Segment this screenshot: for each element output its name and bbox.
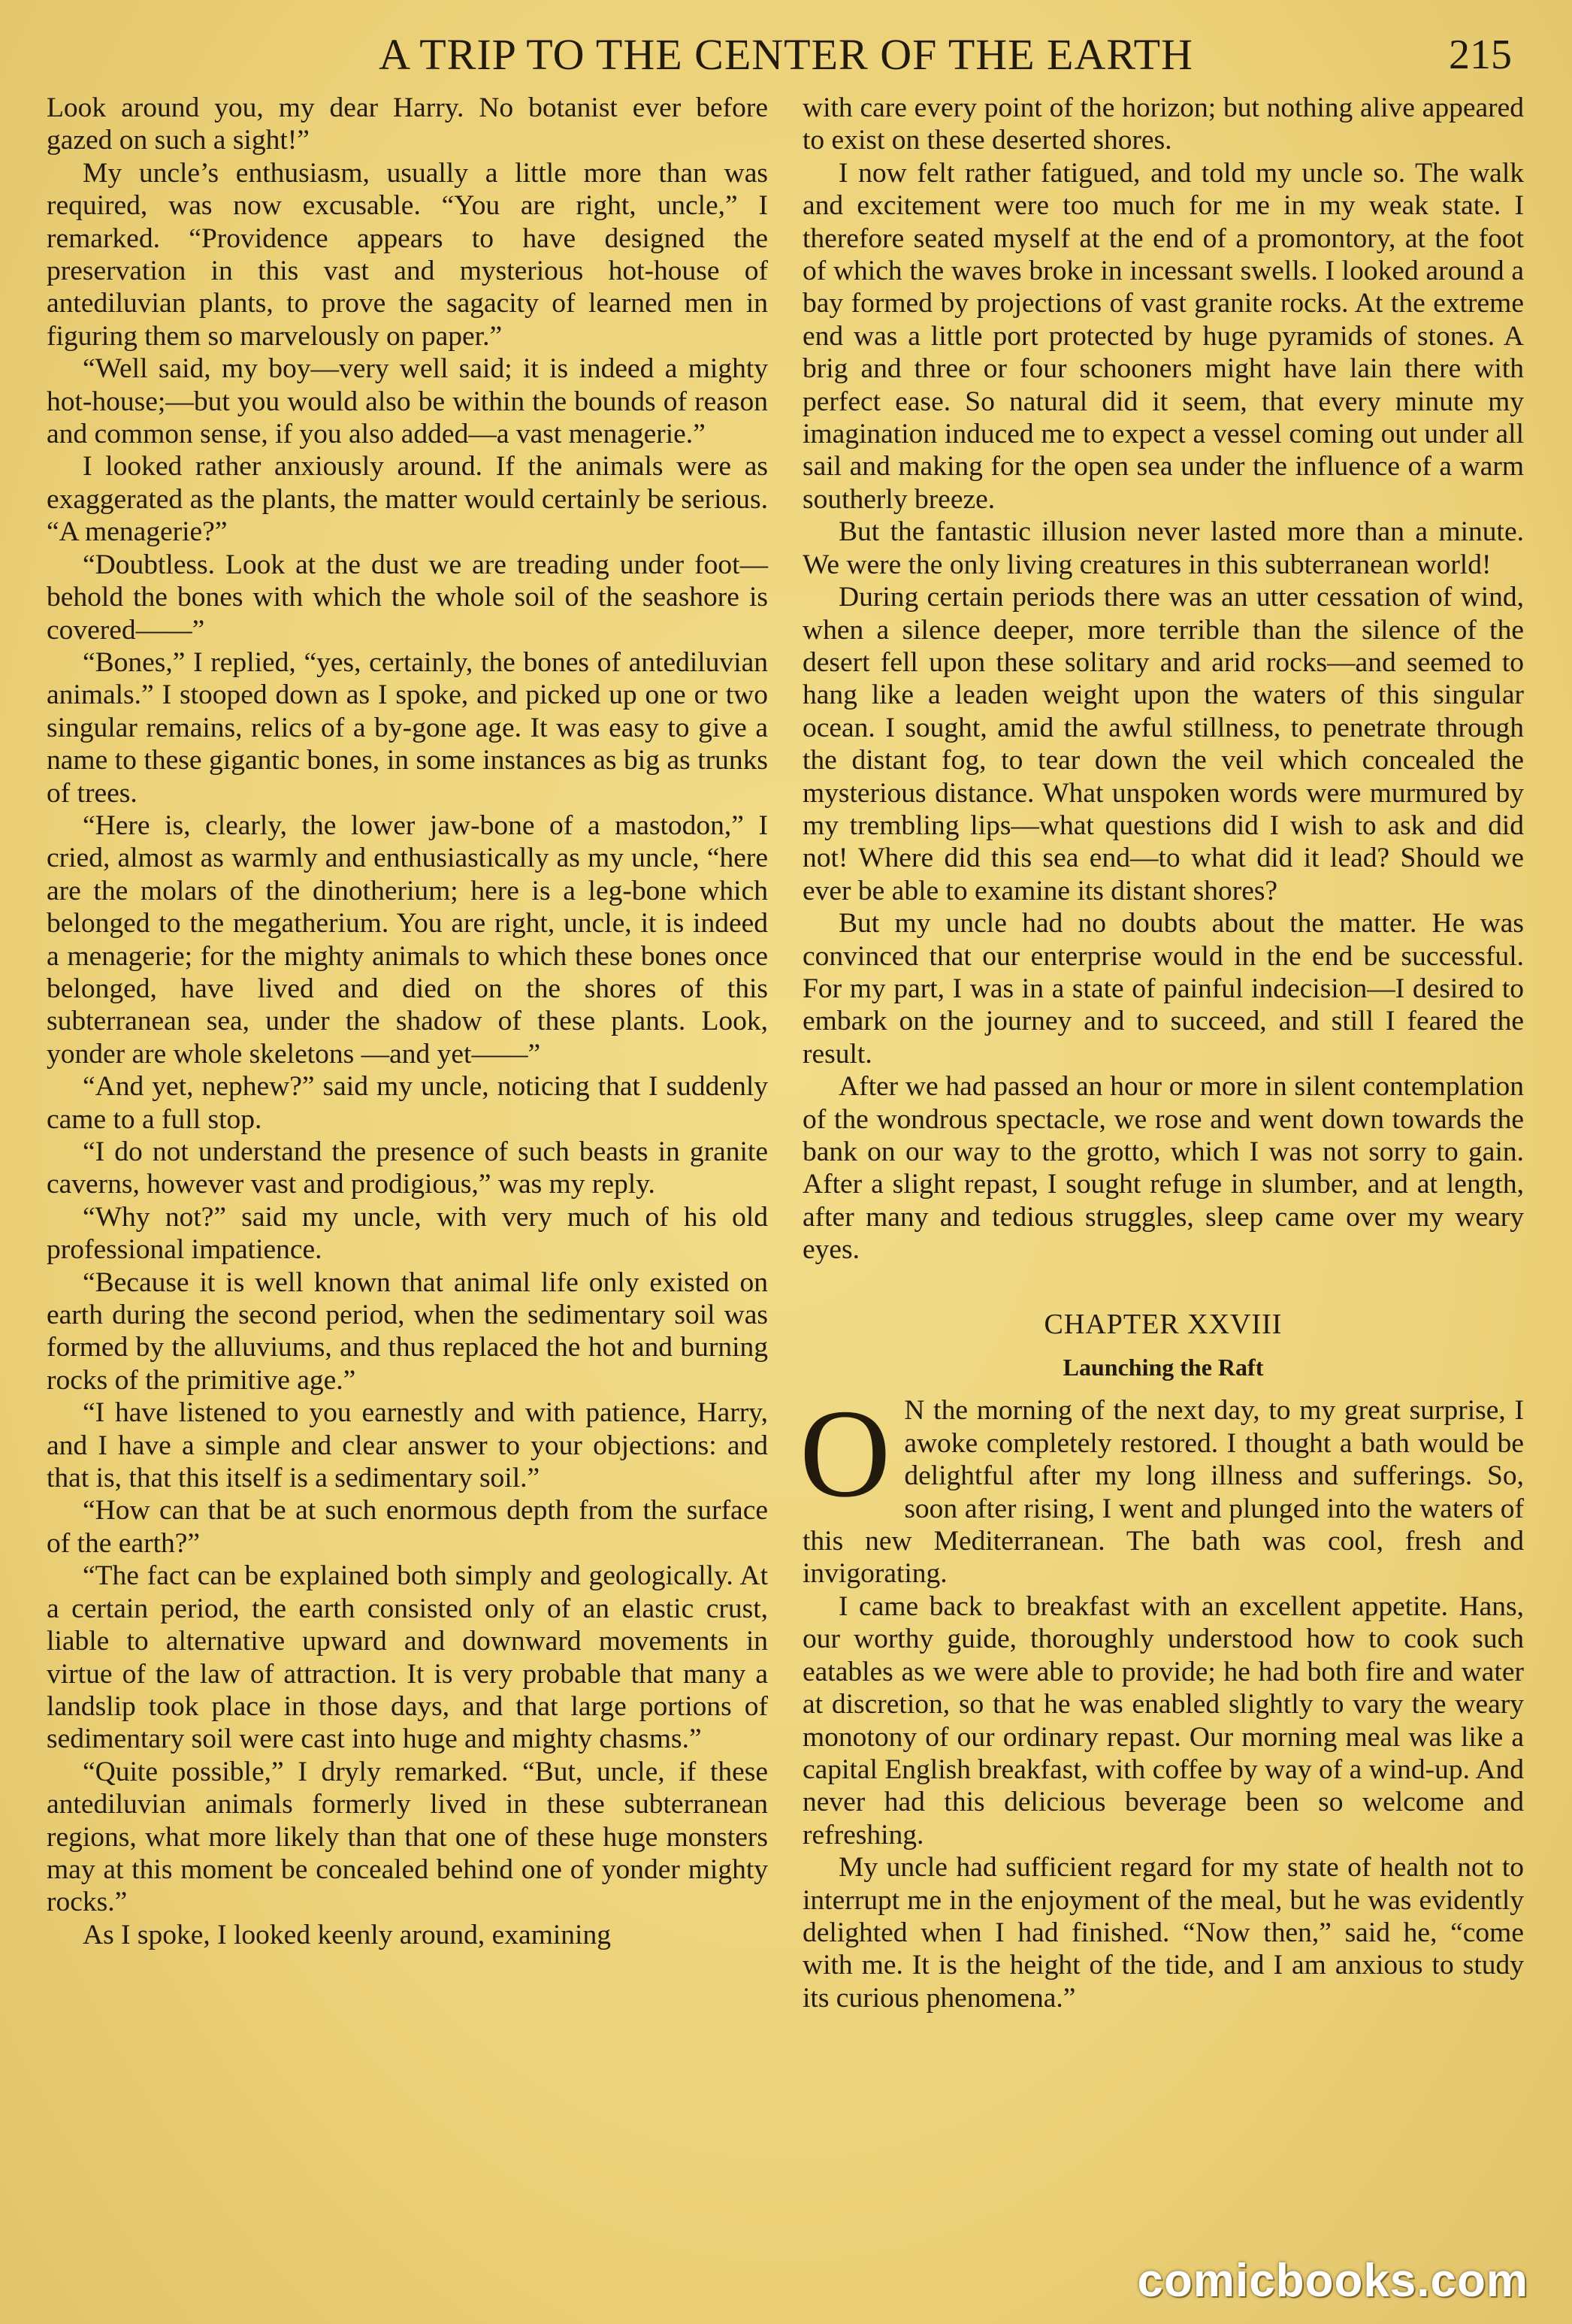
paragraph: During certain periods there was an utter cessation of wind, when a silence deeper, more terrible than the silence of the desert fell upon these solitary and arid rocks—and seemed to hang like a leaden weight upon the waters of this singular ocean. I sought, amid the awful stillness, to penetrate through the distant fog, to tear down the veil which concealed the mysterious distance. What unspoken words were murmured by my trembling lips—what questions did I wish to ask and did not! Where did this sea end—to what did it lead? Should we ever be able to examine its distant shores? (803, 582, 1524, 906)
paragraph: But my uncle had no doubts about the matter. He was convinced that our enterprise would in the end be successful. For my part, I was in a state of painful indecision—I desired to embark on the journey and to succeed, and still I feared the result. (803, 908, 1524, 1070)
paragraph: I now felt rather fatigued, and told my uncle so. The walk and excitement were too much for me in my weak state. I therefore seated myself at the end of a promontory, at the foot of which the waves broke in incessant swells. I looked around a bay formed by projections of vast granite rocks. At the extreme end was a little port protected by huge pyramids of stones. A brig and three or four schooners might have lain there with perfect ease. So natural did it seem, that every minute my imagination induced me to expect a vessel coming out under all sail and making for the open sea under the influence of a warm southerly breeze. (803, 157, 1524, 515)
paragraph: My uncle had sufficient regard for my state of health not to interrupt me in the enjoyment of the meal, but he was evidently delighted when I had finished. “Now then,” said he, “come with me. It is the height of the tide, and I am anxious to study its curious phenomena.” (803, 1852, 1524, 2014)
chapter-opening-paragraph (800, 1384, 1524, 1590)
paragraph: After we had passed an hour or more in silent contemplation of the wondrous spectacle, we rose and went down towards the bank on our way to the grotto, which I was not sorry to gain. After a slight repast, I sought refuge in slumber, and at length, after many and tedious struggles, sleep came over my weary eyes. (803, 1071, 1524, 1266)
running-title: A TRIP TO THE CENTER OF THE EARTH (379, 30, 1193, 79)
watermark: comicbooks.com (1137, 2255, 1528, 2307)
page-number: 215 (1449, 32, 1512, 78)
paragraph: But the fantastic illusion never lasted more than a minute. We were the only living creatures in this subterranean world! (803, 516, 1524, 580)
paragraph: “Doubtless. Look at the dust we are treading under foot—behold the bones with which the whole soil of the seashore is covered——” (47, 549, 768, 646)
paragraph: “How can that be at such enormous depth from the surface of the earth?” (47, 1495, 768, 1559)
page-header (45, 29, 1527, 81)
drop-cap: O (800, 1384, 891, 1524)
paragraph: I looked rather anxiously around. If the animals were as exaggerated as the plants, the matter would certainly be serious. “A menagerie?” (47, 451, 768, 548)
paragraph: “I have listened to you earnestly and with patience, Harry, and I have a simple and clear answer to your objections: and that is, that this itself is a sedimentary soil.” (47, 1397, 768, 1494)
paragraph: “The fact can be explained both simply and geologically. At a certain period, the earth consisted only of an elastic crust, liable to alternative upward and downward movements in virtue of the law of attraction. It is very probable that many a landslip took place in those days, and that large portions of sedimentary soil were cast into huge and mighty chasms.” (47, 1560, 768, 1755)
chapter-subtitle: Launching the Raft (1063, 1354, 1264, 1381)
paragraph: “Bones,” I replied, “yes, certainly, the bones of antediluvian animals.” I stooped down as I spoke, and picked up one or two singular remains, relics of a by-gone age. It was easy to give a name to these gigantic bones, in some instances as big as trunks of trees. (47, 646, 768, 809)
paragraph-text: N the morning of the next day, to my great surprise, I awoke completely restored. I thought a bath would be delightful after my long illness and sufferings. So, soon after rising, I went and plunged into the waters of this new Mediterranean. The bath was cool, fresh and invigorating. (803, 1395, 1524, 1590)
paragraph: Look around you, my dear Harry. No botanist ever before gazed on such a sight!” (47, 92, 768, 156)
paragraph: “Well said, my boy—very well said; it is indeed a mighty hot-house;—but you would also be within the bounds of reason and common sense, if you also added—a vast menagerie.” (47, 353, 768, 450)
paragraph: with care every point of the horizon; but nothing alive appeared to exist on these deserted shores. (803, 92, 1524, 156)
chapter-heading: CHAPTER XXVIII (1044, 1308, 1283, 1340)
paragraph: As I spoke, I looked keenly around, examining (83, 1919, 611, 1950)
paragraph: I came back to breakfast with an excellent appetite. Hans, our worthy guide, thoroughly understood how to cook such eatables as we were able to provide; he had both fire and water at discretion, so that he was enabled slightly to vary the weary monotony of our ordinary repast. Our morning meal was like a capital English breakfast, with coffee by way of a wind-up. And never had this delicious beverage been so welcome and refreshing. (803, 1590, 1524, 1850)
right-column (800, 92, 1524, 2014)
paragraph: My uncle’s enthusiasm, usually a little more than was required, was now excusable. “You are right, uncle,” I remarked. “Providence appears to have designed the preservation in this vast and mysterious hot-house of antediluvian plants, to prove the sagacity of learned men in figuring them so marvelously on paper.” (47, 157, 768, 352)
paragraph: “Here is, clearly, the lower jaw-bone of a mastodon,” I cried, almost as warmly and enthusiastically as my uncle, “here are the molars of the dinotherium; here is a leg-bone which belonged to the megatherium. You are right, uncle, it is indeed a menagerie; for the mighty animals to which these bones once belonged, have lived and died on the shores of this subterranean sea, under the shadow of these plants. Look, yonder are whole skeletons —and yet——” (47, 809, 768, 1070)
paragraph: “Quite possible,” I dryly remarked. “But, uncle, if these antediluvian animals formerly lived in these subterranean regions, what more likely than that one of these huge monsters may at this moment be concealed behind one of yonder mighty rocks.” (47, 1756, 768, 1918)
paragraph: “And yet, nephew?” said my uncle, noticing that I suddenly came to a full stop. (47, 1071, 768, 1135)
paragraph: “Because it is well known that animal life only existed on earth during the second period, when the sedimentary soil was formed by the alluviums, and thus replaced the hot and burning rocks of the primitive age.” (47, 1266, 768, 1396)
left-column (47, 92, 768, 1951)
paragraph: “Why not?” said my uncle, with very much of his old professional impatience. (47, 1201, 768, 1266)
paragraph: “I do not understand the presence of such beasts in granite caverns, however vast and prodigious,” was my reply. (47, 1136, 768, 1200)
